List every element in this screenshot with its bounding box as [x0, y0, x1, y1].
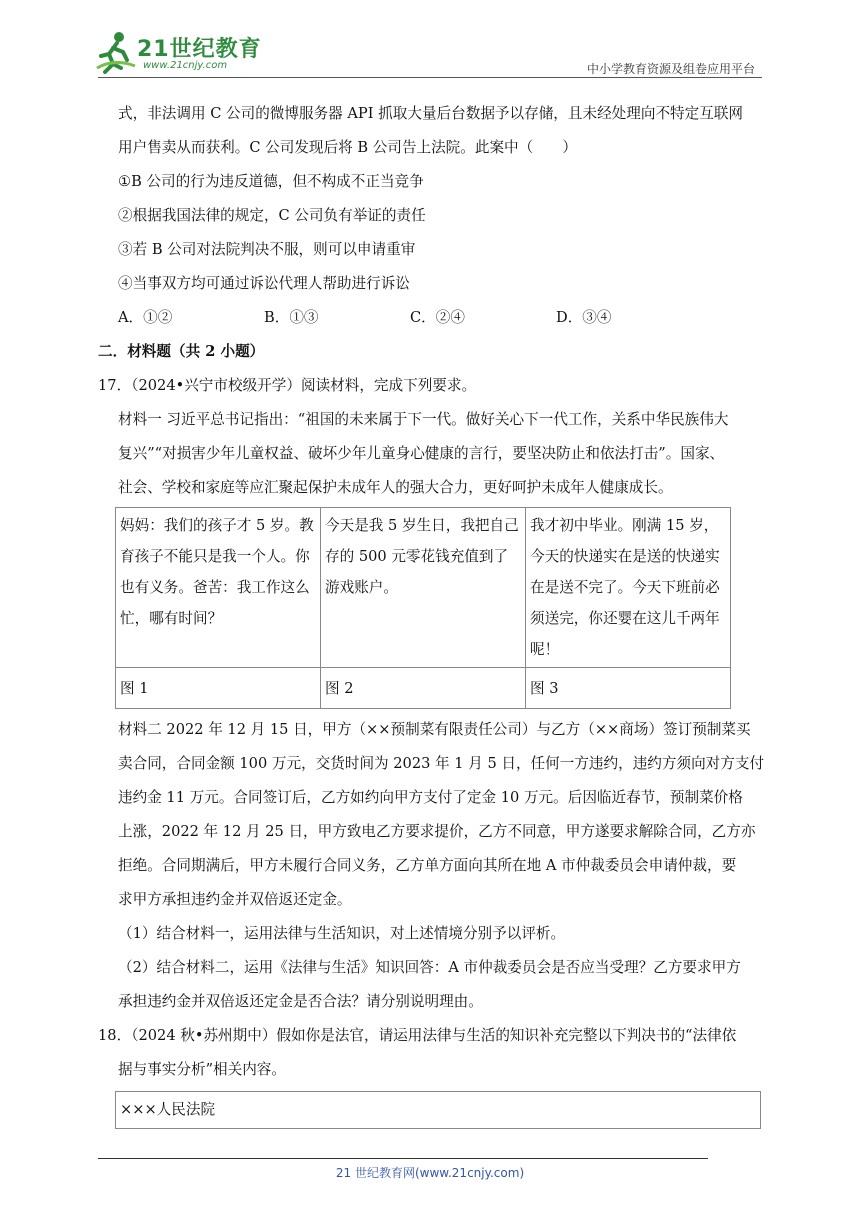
logo-brand-text: 21世纪教育: [137, 37, 262, 62]
q17-subquestion-2-line-1: （2）结合材料二，运用《法律与生活》知识回答：A 市仲裁委员会是否应当受理？乙方要求甲方: [118, 959, 741, 976]
section-title: 二．材料题（共 2 小题）: [98, 343, 265, 360]
q18-stem-line-2: 据与事实分析”相关内容。: [118, 1061, 286, 1078]
judgment-document-box: ×××人民法院: [115, 1091, 761, 1129]
q17-material1-line-3: 社会、学校和家庭等应汇聚起保护未成年人的强大合力，更好呵护未成年人健康成长。: [118, 479, 673, 496]
footer-link[interactable]: 21 世纪教育网(www.21cnjy.com): [335, 1166, 525, 1180]
table-row: [116, 508, 731, 668]
q17-material2-line-5: 拒绝。合同期满后，甲方未履行合同义务，乙方单方面向其所在地 A 市仲裁委员会申请仲裁，要: [118, 857, 737, 874]
table-row: [116, 668, 731, 709]
material-table: [115, 507, 731, 709]
header-divider: [98, 77, 762, 78]
table-cell-1: 妈妈：我们的孩子才 5 岁。教育孩子不能只是我一个人。你也有义务。爸苦：我工作这么忙，哪有时间？: [116, 508, 321, 668]
q16-item-1: ①B 公司的行为违反道德，但不构成不正当竞争: [118, 173, 424, 190]
option-a: A．①②: [118, 309, 173, 326]
platform-name: 中小学教育资源及组卷应用平台: [586, 62, 755, 76]
footer-divider: [98, 1158, 708, 1159]
q17-material2-line-1: 材料二 2022 年 12 月 15 日，甲方（××预制菜有限责任公司）与乙方（××商场）签订预制菜买: [118, 721, 751, 738]
q17-material1-line-1: 材料一 习近平总书记指出：“祖国的未来属于下一代。做好关心下一代工作，关系中华民族伟大: [118, 411, 729, 428]
site-logo[interactable]: [95, 30, 265, 78]
figure-caption-1: 图 1: [116, 668, 321, 709]
q17-subquestion-2-line-2: 承担违约金并双倍返还定金是否合法？请分别说明理由。: [118, 993, 483, 1010]
figure-caption-2: 图 2: [321, 668, 526, 709]
q16-stem-line-1: 式，非法调用 C 公司的微博服务器 API 抓取大量后台数据予以存储，且未经处理向不特定互联网: [118, 105, 744, 122]
option-d: D．③④: [556, 309, 612, 326]
q17-material2-line-2: 卖合同，合同金额 100 万元，交货时间为 2023 年 1 月 5 日，任何一方违约，违约方须向对方支付: [118, 755, 765, 772]
q16-item-3: ③若 B 公司对法院判决不服，则可以申请重审: [118, 241, 416, 258]
logo-url-text: www.21cnjy.com: [143, 60, 228, 71]
q16-stem-line-2: 用户售卖从而获利。C 公司发现后将 B 公司告上法院。此案中（ ）: [118, 139, 578, 156]
q16-options: [118, 301, 763, 335]
document-body: [98, 97, 765, 1129]
runner-logo-icon: [95, 30, 139, 74]
q18-stem-line-1: 18．（2024 秋•苏州期中）假如你是法官，请运用法律与生活的知识补充完整以下判决书的“法律依: [98, 1027, 737, 1044]
option-c: C．②④: [410, 309, 465, 326]
option-b: B．①③: [264, 309, 319, 326]
table-cell-2: 今天是我 5 岁生日，我把自己存的 500 元零花钱充值到了游戏账户。: [321, 508, 526, 668]
table-cell-3: 我才初中毕业。刚满 15 岁，今天的快递实在是送的快递实在是送不完了。今天下班前必须送完，你还婴在这儿千两年呢！: [526, 508, 731, 668]
q17-material2-line-4: 上涨，2022 年 12 月 25 日，甲方致电乙方要求提价，乙方不同意，甲方遂要求解除合同，乙方亦: [118, 823, 756, 840]
figure-caption-3: 图 3: [526, 668, 731, 709]
page-header: [0, 0, 860, 80]
q17-stem: 17．（2024•兴宁市校级开学）阅读材料，完成下列要求。: [98, 377, 477, 394]
q17-subquestion-1: （1）结合材料一，运用法律与生活知识，对上述情境分别予以评析。: [118, 925, 566, 942]
q16-item-4: ④当事双方均可通过诉讼代理人帮助进行诉讼: [118, 275, 410, 292]
q17-material2-line-3: 违约金 11 万元。合同签订后，乙方如约向甲方支付了定金 10 万元。后因临近春节，预制菜价格: [118, 789, 743, 806]
q17-material2-line-6: 求甲方承担违约金并双倍返还定金。: [118, 891, 352, 908]
q16-item-2: ②根据我国法律的规定，C 公司负有举证的责任: [118, 207, 426, 224]
q17-material1-line-2: 复兴”“对损害少年儿童权益、破坏少年儿童身心健康的言行，要坚决防止和依法打击”。国家、: [118, 445, 725, 462]
